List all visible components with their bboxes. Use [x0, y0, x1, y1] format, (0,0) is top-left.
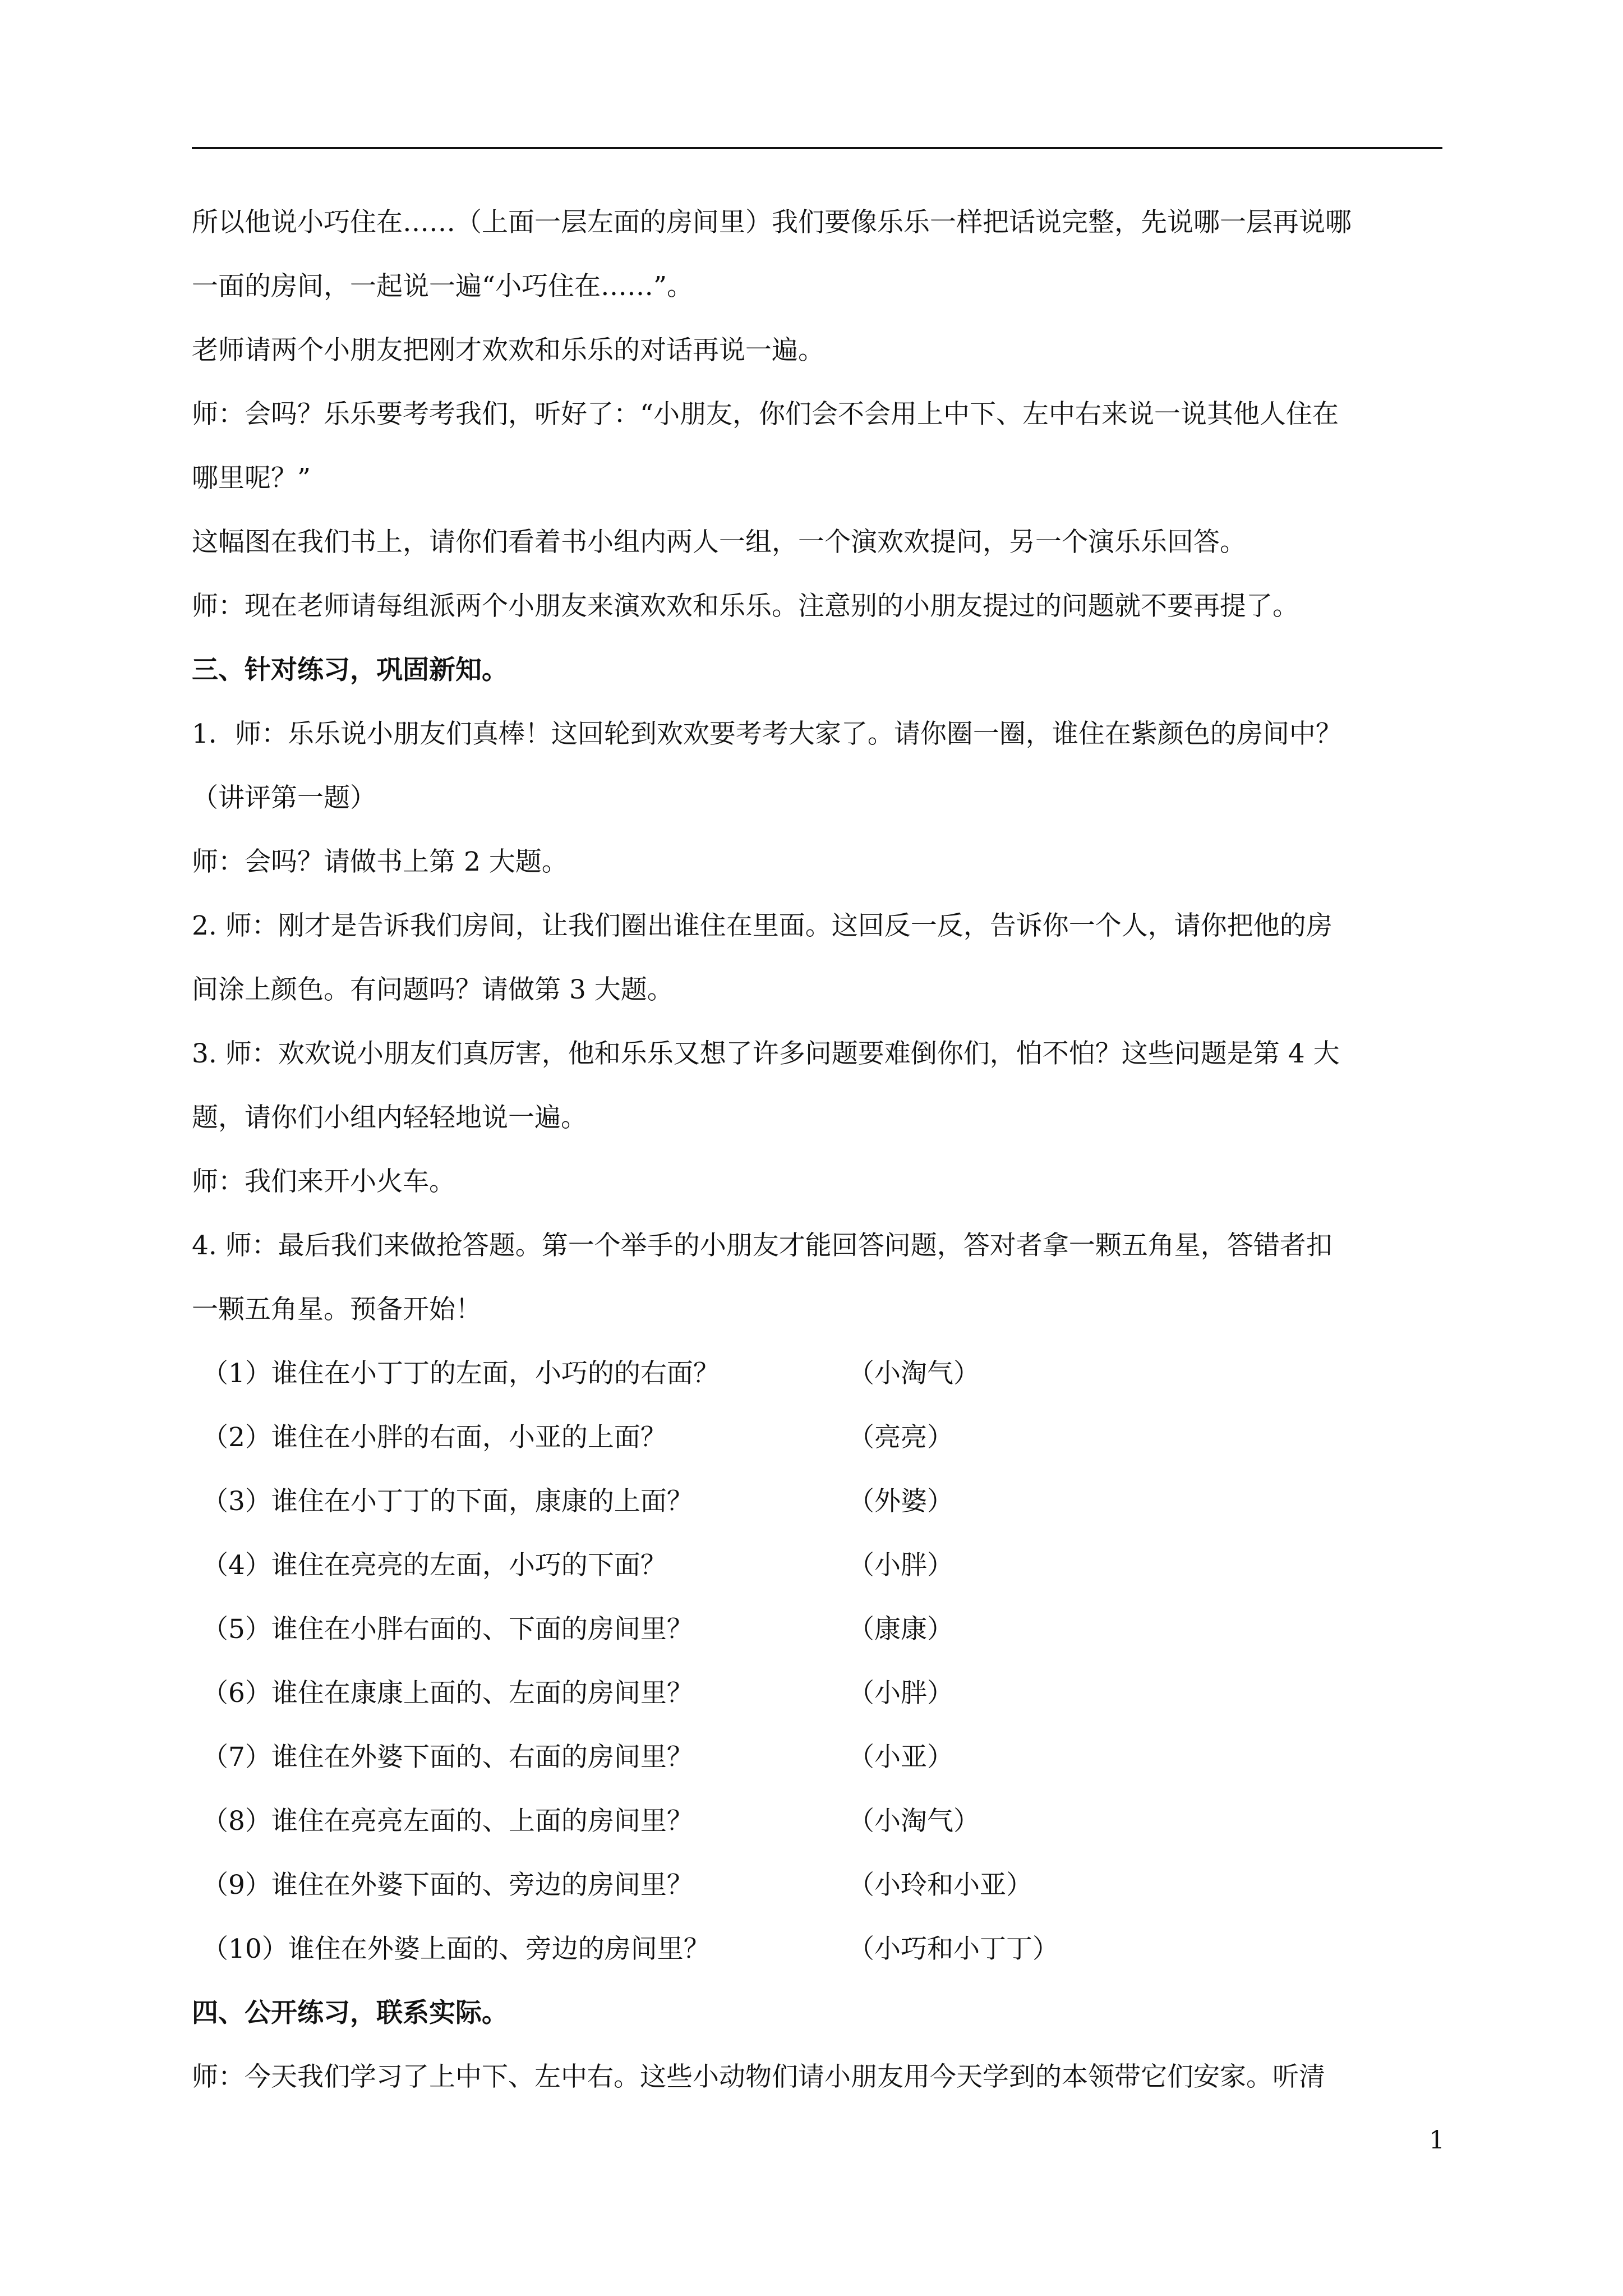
question-text: （6）谁住在康康上面的、左面的房间里？ — [202, 1678, 693, 1709]
paragraph: 师：今天我们学习了上中下、左中右。这些小动物们请小朋友用今天学到的本领带它们安家。听清 — [192, 2062, 1325, 2092]
question-row — [192, 1917, 1442, 1981]
question-list — [192, 1342, 1442, 1981]
answer-text: （外婆） — [848, 1486, 953, 1517]
question-text: （3）谁住在小丁丁的下面，康康的上面？ — [202, 1486, 693, 1517]
answer-text: （小巧和小丁丁） — [848, 1934, 1059, 1964]
paragraph: 师：会吗？乐乐要考考我们，听好了：“小朋友，你们会不会用上中下、左中右来说一说其他人住在 哪里呢？” — [192, 399, 1339, 494]
answer-text: （小胖） — [848, 1550, 953, 1581]
question-row — [192, 1598, 1442, 1662]
paragraph: 1．师：乐乐说小朋友们真棒！这回轮到欢欢要考考大家了。请你圈一圈，谁住在紫颜色的房间中？ （讲评第一题） — [192, 719, 1342, 813]
question-row — [192, 1853, 1442, 1917]
answer-text: （小淘气） — [848, 1358, 980, 1389]
paragraph: 师：现在老师请每组派两个小朋友来演欢欢和乐乐。注意别的小朋友提过的问题就不要再提了。 — [192, 591, 1299, 622]
question-text: （9）谁住在外婆下面的、旁边的房间里？ — [202, 1870, 693, 1901]
paragraph: 老师请两个小朋友把刚才欢欢和乐乐的对话再说一遍。 — [192, 335, 824, 366]
answer-text: （小淘气） — [848, 1806, 980, 1837]
question-text: （1）谁住在小丁丁的左面，小巧的的右面？ — [202, 1358, 720, 1389]
paragraph: 师：我们来开小火车。 — [192, 1166, 455, 1197]
section-heading: 三、针对练习，巩固新知。 — [192, 655, 508, 685]
header-rule — [192, 147, 1442, 149]
question-row — [192, 1534, 1442, 1598]
question-row — [192, 1470, 1442, 1534]
question-text: （8）谁住在亮亮左面的、上面的房间里？ — [202, 1806, 693, 1837]
paragraphs-bottom — [192, 1981, 1442, 2109]
document-body — [192, 191, 1442, 2109]
question-text: （7）谁住在外婆下面的、右面的房间里？ — [202, 1742, 693, 1773]
paragraph: 师：会吗？请做书上第 2 大题。 — [192, 846, 568, 877]
question-text: （4）谁住在亮亮的左面，小巧的下面？ — [202, 1550, 667, 1581]
page-number: 1 — [1429, 2126, 1445, 2155]
question-row — [192, 1789, 1442, 1853]
paragraph: 2. 师：刚才是告诉我们房间，让我们圈出谁住在里面。这回反一反，告诉你一个人，请你把他的房 间涂上颜色。有问题吗？请做第 3 大题。 — [192, 910, 1332, 1005]
question-text: （2）谁住在小胖的右面，小亚的上面？ — [202, 1422, 667, 1453]
question-row — [192, 1726, 1442, 1789]
question-text: （5）谁住在小胖右面的、下面的房间里？ — [202, 1614, 693, 1645]
answer-text: （小玲和小亚） — [848, 1870, 1032, 1901]
paragraph: 这幅图在我们书上，请你们看着书小组内两人一组，一个演欢欢提问，另一个演乐乐回答。 — [192, 527, 1246, 558]
answer-text: （小亚） — [848, 1742, 953, 1773]
question-row — [192, 1406, 1442, 1470]
answer-text: （康康） — [848, 1614, 953, 1645]
section-heading: 四、公开练习，联系实际。 — [192, 1998, 508, 2028]
answer-text: （小胖） — [848, 1678, 953, 1709]
answer-text: （亮亮） — [848, 1422, 953, 1453]
paragraphs-top — [192, 191, 1442, 1342]
paragraph: 4. 师：最后我们来做抢答题。第一个举手的小朋友才能回答问题，答对者拿一颗五角星，答错者扣 一颗五角星。预备开始！ — [192, 1230, 1332, 1325]
question-text: （10）谁住在外婆上面的、旁边的房间里？ — [202, 1934, 710, 1964]
question-row — [192, 1342, 1442, 1406]
paragraph: 所以他说小巧住在……（上面一层左面的房间里）我们要像乐乐一样把话说完整，先说哪一层再说哪 一面的房间，一起说一遍“小巧住在……”。 — [192, 207, 1352, 302]
question-row — [192, 1662, 1442, 1726]
paragraph: 3. 师：欢欢说小朋友们真厉害，他和乐乐又想了许多问题要难倒你们，怕不怕？这些问题是第 4 大 题，请你们小组内轻轻地说一遍。 — [192, 1038, 1340, 1133]
